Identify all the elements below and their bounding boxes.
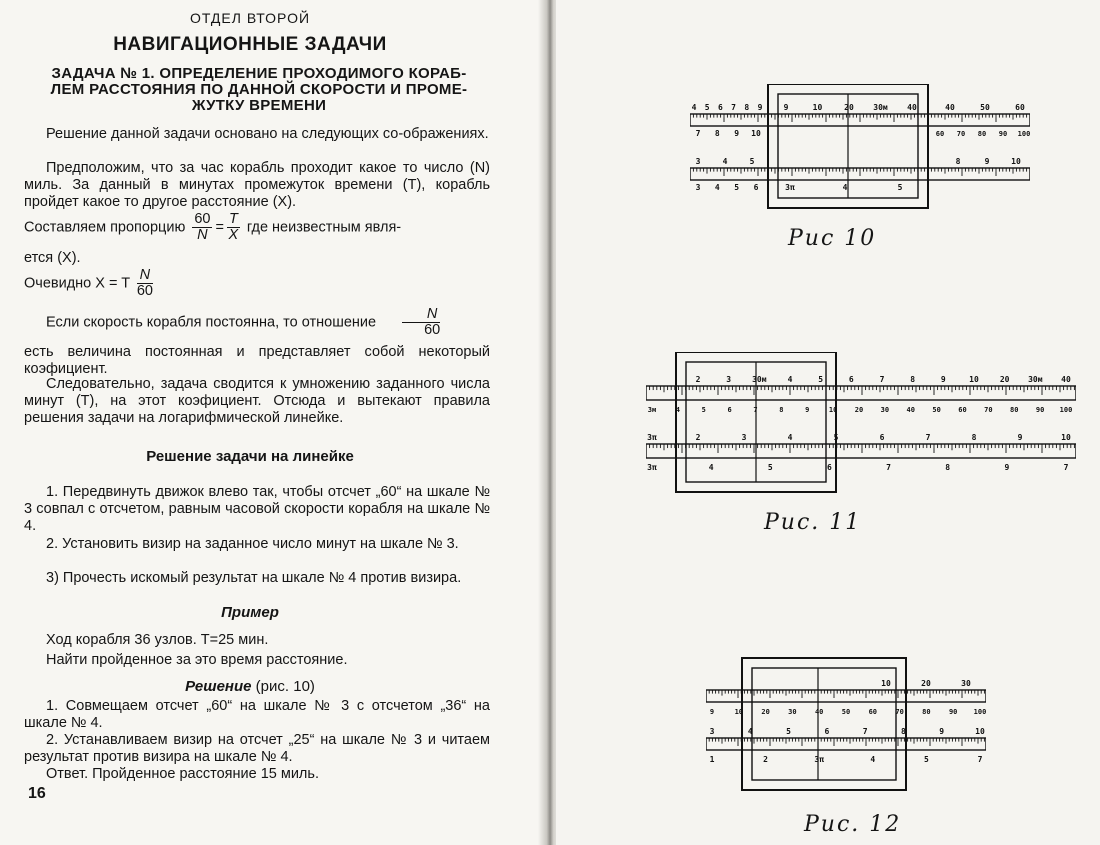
f11-under-label: 60 bbox=[958, 406, 967, 414]
f10-top-right-label: 40 bbox=[945, 103, 955, 112]
f10-bottom-left-label: 6 bbox=[753, 183, 759, 192]
f10-mid-right-label: 9 bbox=[984, 157, 990, 166]
f10-under-left-label: 10 bbox=[751, 129, 761, 138]
figure-10-caption: Рис 10 bbox=[788, 226, 877, 251]
f10-bottom-left-label: 5 bbox=[734, 183, 740, 192]
f10-window-top-label: 20 bbox=[844, 103, 854, 112]
f10-under-right-label: 100 bbox=[1017, 130, 1030, 138]
f11-under-label: 70 bbox=[984, 406, 993, 414]
figure-10-drawing bbox=[690, 84, 1030, 208]
f12-mid-label: 4 bbox=[747, 727, 753, 736]
f10-window-top-label: 30м bbox=[873, 103, 888, 112]
f12-mid-label: 9 bbox=[939, 727, 945, 736]
solution-step-1: 1. Совмещаем отсчет „60“ на шкале № 3 с отсчетом „36“ на шкале № 4. bbox=[24, 698, 490, 731]
f11-mid-label: 6 bbox=[879, 433, 885, 442]
page-number: 16 bbox=[28, 785, 46, 802]
f10-window-top-label: 40 bbox=[907, 103, 917, 112]
f12-mid-label: 6 bbox=[824, 727, 830, 736]
f11-bottom-label: 3π bbox=[647, 463, 657, 472]
figure-11-caption: Рис. 11 bbox=[764, 510, 862, 535]
f12-under-label: 80 bbox=[922, 708, 931, 716]
figure-12 bbox=[706, 656, 986, 801]
f11-top-label: 40 bbox=[1061, 375, 1071, 384]
f11-top-label: 6 bbox=[848, 375, 854, 384]
f11-under-label: 80 bbox=[1010, 406, 1019, 414]
task-title bbox=[24, 66, 494, 114]
equation-text: Очевидно X = T bbox=[24, 275, 130, 292]
figure-11-slide-rule bbox=[646, 352, 1076, 497]
f12-under-label: 60 bbox=[868, 708, 878, 716]
f11-under-label: 100 bbox=[1059, 406, 1073, 414]
task-title-line-3: ЖУТКУ ВРЕМЕНИ bbox=[191, 97, 327, 114]
f10-under-right-label: 90 bbox=[998, 130, 1008, 138]
f11-top-label: 7 bbox=[879, 375, 885, 384]
figure-11 bbox=[646, 352, 1076, 502]
f11-under-label: 3м bbox=[647, 406, 657, 414]
f12-mid-label: 3 bbox=[709, 727, 715, 736]
fraction-t-over-x: $\frac{T}{X}$ bbox=[228, 211, 239, 243]
f12-mid-label: 5 bbox=[786, 727, 791, 736]
f12-under-label: 20 bbox=[761, 708, 770, 716]
ratio-paragraph bbox=[24, 307, 490, 338]
f10-top-left-label: 8 bbox=[744, 103, 750, 112]
f12-under-label: 100 bbox=[973, 708, 986, 716]
example-line-2: Найти пройденное за это время расстояние. bbox=[46, 652, 348, 668]
f12-cursor-outer-frame bbox=[742, 658, 906, 790]
f12-bottom-label: 4 bbox=[870, 755, 876, 764]
f12-bottom-label: 7 bbox=[977, 755, 983, 764]
figure-12-slide-rule bbox=[706, 656, 986, 796]
f11-under-label: 10 bbox=[828, 406, 838, 414]
f10-top-right-label: 50 bbox=[980, 103, 990, 112]
step-2: 2. Установить визир на заданное число минут на шкале № 3. bbox=[46, 536, 459, 552]
f11-mid-label: 2 bbox=[695, 433, 701, 442]
solution-heading: Решение bbox=[185, 678, 252, 695]
f12-mid-label: 7 bbox=[862, 727, 868, 736]
f12-under-label: 30 bbox=[788, 708, 797, 716]
f11-mid-label: 5 bbox=[833, 433, 839, 442]
figure-10 bbox=[690, 84, 1030, 229]
f11-top-label: 5 bbox=[818, 375, 824, 384]
f10-top-left-label: 4 bbox=[691, 103, 697, 112]
f11-top-label: 4 bbox=[787, 375, 793, 384]
f11-top-label: 30м bbox=[752, 375, 767, 384]
ratio-text: Если скорость корабля постоянна, то отношение bbox=[46, 314, 377, 331]
figure-12-caption: Рис. 12 bbox=[804, 812, 902, 837]
f12-top-label: 30 bbox=[961, 679, 971, 688]
f10-top-left-label: 7 bbox=[731, 103, 737, 112]
f12-top-label: 20 bbox=[921, 679, 931, 688]
f12-under-label: 70 bbox=[895, 708, 904, 716]
f11-top-label: 2 bbox=[695, 375, 701, 384]
f11-mid-label: 9 bbox=[1017, 433, 1023, 442]
f10-under-left-label: 7 bbox=[695, 129, 701, 138]
f11-under-label: 30 bbox=[880, 406, 890, 414]
f11-top-label: 10 bbox=[969, 375, 979, 384]
equation-x bbox=[24, 268, 490, 299]
f12-under-label: 40 bbox=[814, 708, 824, 716]
example-line-1: Ход корабля 36 узлов. T=25 мин. bbox=[46, 632, 269, 648]
solution-figure-ref: (рис. 10) bbox=[255, 678, 315, 695]
answer: Ответ. Пройденное расстояние 15 миль. bbox=[46, 766, 319, 782]
section-title: НАВИГАЦИОННЫЕ ЗАДАЧИ bbox=[113, 34, 387, 55]
f12-under-label: 50 bbox=[841, 708, 851, 716]
f11-bottom-label: 8 bbox=[945, 463, 951, 472]
left-page bbox=[0, 0, 545, 845]
f10-window-top-label: 10 bbox=[812, 103, 823, 112]
f11-bottom-label: 5 bbox=[767, 463, 773, 472]
proportion-text: Составляем пропорцию bbox=[24, 219, 186, 236]
f10-under-left-label: 8 bbox=[714, 129, 720, 138]
f10-top-left-label: 6 bbox=[717, 103, 723, 112]
f10-top-left-label: 9 bbox=[757, 103, 763, 112]
f11-under-label: 5 bbox=[701, 406, 706, 414]
fraction-n-over-60: $\frac{N}{60}$ bbox=[136, 267, 153, 299]
proportion-tail: где неизвестным явля- bbox=[246, 219, 402, 236]
ratio-line-2: есть величина постоянная и представляет собой некоторый коэфициент. bbox=[24, 344, 490, 377]
f11-mid-label: 8 bbox=[971, 433, 977, 442]
f12-bottom-label: 2 bbox=[763, 755, 769, 764]
f10-mid-right-label: 10 bbox=[1011, 157, 1021, 166]
f10-window-bottom-label: 4 bbox=[842, 183, 848, 192]
f11-mid-label: 7 bbox=[925, 433, 931, 442]
f11-bottom-label: 7 bbox=[1063, 463, 1069, 472]
f12-bottom-label: 3π bbox=[814, 755, 825, 764]
f10-under-right-label: 70 bbox=[956, 130, 966, 138]
f10-bottom-left-label: 3 bbox=[695, 183, 701, 192]
example-heading: Пример bbox=[221, 604, 279, 621]
f10-under-right-label: 60 bbox=[935, 130, 945, 138]
proportion-line-2: ется (X). bbox=[24, 250, 81, 266]
paragraph-conclusion: Следовательно, задача сводится к умножению заданного числа минут (T), на этот коэфициент. Отсюда и вытекают правила решения задачи на логарифмической линейке. bbox=[24, 376, 490, 426]
f12-under-label: 10 bbox=[734, 708, 744, 716]
f10-bottom-left-label: 4 bbox=[714, 183, 720, 192]
step-1: 1. Передвинуть движок влево так, чтобы отсчет „60“ на шкале № 3 совпал с отсчетом, равным часовой скорости корабля на шкале № 4. bbox=[24, 484, 490, 534]
right-page bbox=[556, 0, 1100, 845]
f12-mid-label: 10 bbox=[975, 727, 985, 736]
f11-top-label: 20 bbox=[999, 375, 1010, 384]
f11-under-label: 50 bbox=[932, 406, 941, 414]
f11-under-label: 6 bbox=[727, 406, 732, 414]
f11-under-label: 40 bbox=[906, 406, 915, 414]
step-3: 3) Прочесть искомый результат на шкале № 4 против визира. bbox=[46, 570, 462, 586]
task-title-line-2: ЛЕМ РАССТОЯНИЯ ПО ДАННОЙ СКОРОСТИ И ПРОМЕ- bbox=[50, 81, 468, 98]
equals-sign: = bbox=[215, 219, 224, 236]
figure-10-slide-rule bbox=[690, 84, 1030, 224]
f11-bottom-label: 9 bbox=[1004, 463, 1010, 472]
f11-top-label: 8 bbox=[910, 375, 916, 384]
fraction-n-over-60-ratio: $\frac{N}{60}$ bbox=[402, 307, 440, 338]
f12-mid-label: 8 bbox=[901, 727, 906, 736]
proportion-paragraph bbox=[24, 212, 490, 243]
paragraph-2: Предположим, что за час корабль проходит какое то число (N) миль. За данный в минутах промежуток времени (T), корабль пройдет какое то другое расстояние (X). bbox=[24, 160, 490, 210]
f11-mid-label: 3π bbox=[647, 433, 657, 442]
f10-top-left-label: 5 bbox=[704, 103, 710, 112]
f11-bottom-label: 4 bbox=[708, 463, 714, 472]
solution-step-2: 2. Устанавливаем визир на отсчет „25“ на шкале № 3 и читаем результат против визира на шкале № 4. bbox=[24, 732, 490, 765]
f11-under-label: 20 bbox=[854, 406, 864, 414]
f11-under-label: 9 bbox=[805, 406, 810, 414]
f11-under-label: 8 bbox=[779, 406, 784, 414]
f10-under-left-label: 9 bbox=[734, 129, 740, 138]
task-title-line-1: ЗАДАЧА № 1. ОПРЕДЕЛЕНИЕ ПРОХОДИМОГО КОРАБ- bbox=[51, 65, 467, 82]
part-label: ОТДЕЛ ВТОРОЙ bbox=[189, 10, 311, 26]
f10-under-right-label: 80 bbox=[977, 130, 987, 138]
f11-mid-label: 4 bbox=[787, 433, 793, 442]
figure-12-drawing bbox=[706, 658, 986, 790]
f11-under-label: 4 bbox=[675, 406, 680, 414]
f11-under-label: 90 bbox=[1035, 406, 1045, 414]
f10-mid-left-label: 3 bbox=[695, 157, 701, 166]
f11-mid-label: 3 bbox=[741, 433, 747, 442]
f10-mid-right-label: 8 bbox=[955, 157, 961, 166]
f10-window-bottom-label: 5 bbox=[897, 183, 903, 192]
f10-mid-left-label: 5 bbox=[749, 157, 755, 166]
f10-window-bottom-label: 3π bbox=[785, 183, 795, 192]
f11-under-label: 7 bbox=[753, 406, 758, 414]
f12-bottom-label: 5 bbox=[923, 755, 929, 764]
f10-mid-left-label: 4 bbox=[722, 157, 728, 166]
f12-top-label: 10 bbox=[881, 679, 891, 688]
paragraph-1: Решение данной задачи основано на следующих со-ображениях. bbox=[46, 126, 489, 142]
f12-bottom-label: 1 bbox=[709, 755, 715, 764]
solution-subheading: Решение задачи на линейке bbox=[146, 448, 354, 465]
f12-under-label: 90 bbox=[948, 708, 958, 716]
f10-top-right-label: 60 bbox=[1015, 103, 1025, 112]
f11-bottom-label: 6 bbox=[827, 463, 832, 472]
f10-window-top-label: 9 bbox=[783, 103, 789, 112]
f11-bottom-label: 7 bbox=[886, 463, 891, 472]
solution-heading-line bbox=[0, 678, 500, 695]
f11-mid-label: 10 bbox=[1061, 433, 1071, 442]
fraction-60-over-n: $\frac{60}{N}$ bbox=[194, 211, 211, 243]
figure-11-drawing bbox=[646, 352, 1076, 492]
f11-top-label: 9 bbox=[940, 375, 946, 384]
f11-top-label: 3 bbox=[726, 375, 732, 384]
f11-top-label: 30м bbox=[1028, 375, 1043, 384]
f12-under-label: 9 bbox=[709, 708, 715, 716]
